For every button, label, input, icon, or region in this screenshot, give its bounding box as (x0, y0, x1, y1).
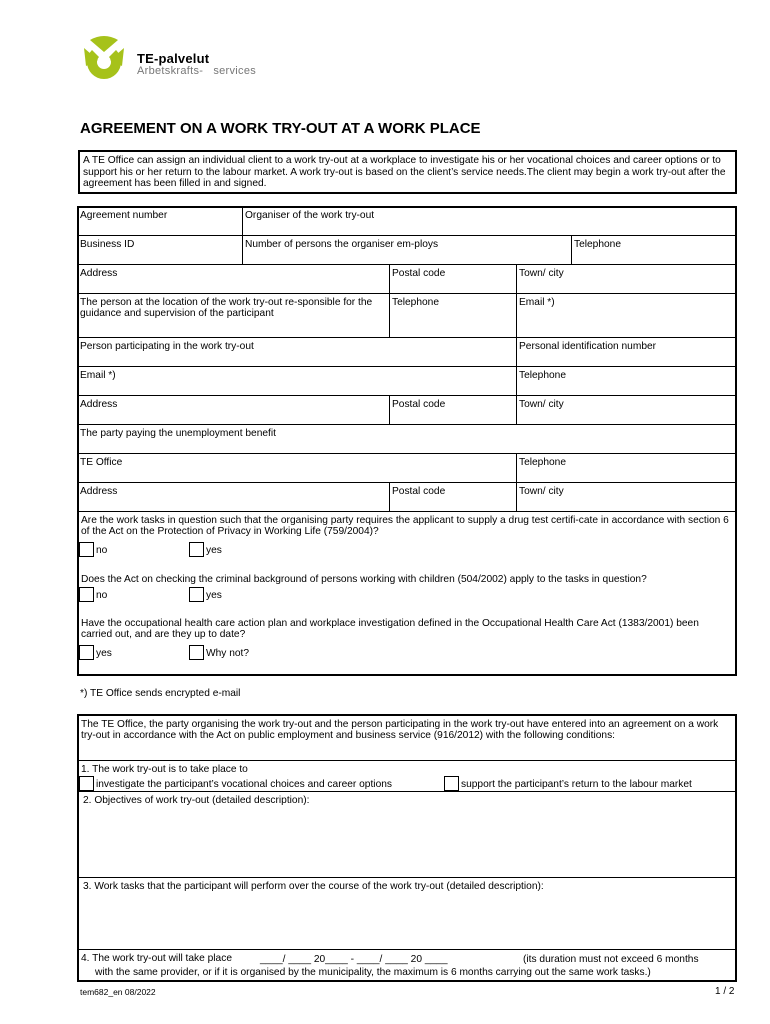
te-office-postal-code-label: Postal code (392, 486, 446, 497)
te-palvelut-logo (82, 36, 132, 82)
q2-no-label: no (96, 590, 108, 601)
participant-address-label: Address (80, 399, 118, 410)
page-number: 1 / 2 (715, 986, 735, 997)
investigate-option-label: investigate the participant’s vocational choices and career options (96, 779, 392, 790)
intro-text: A TE Office can assign an individual client to a work try-out at a workplace to investigate his or her vocational choices and career options or to support his or her return to the labour market. A work try-out is based on the client’s service needs.The client may begin a work try-out after the agreement has been filled in and signed. (78, 150, 737, 194)
q1-yes-checkbox[interactable] (189, 542, 204, 557)
item2-label: 2. Objectives of work try-out (detailed description): (83, 795, 310, 806)
encrypted-email-note: *) TE Office sends encrypted e-mail (80, 688, 241, 699)
party-paying-label: The party paying the unemployment benefit (80, 428, 276, 439)
organiser-town-label: Town/ city (519, 268, 564, 279)
page-title: AGREEMENT ON A WORK TRY-OUT AT A WORK PLACE (80, 120, 481, 137)
item4-duration-note-2: with the same provider, or if it is organised by the municipality, the maximum is 6 months carrying out the same work tasks.) (95, 967, 651, 978)
q2-yes-checkbox[interactable] (189, 587, 204, 602)
question-drug-test: Are the work tasks in question such that the organising party requires the applicant to supply a drug test certifi-cate in accordance with section 6 of the Act on the Protection of Privacy in Working Life (759/2004)? (81, 515, 729, 537)
te-office-town-label: Town/ city (519, 486, 564, 497)
num-persons-label: Number of persons the organiser em-ploys (245, 239, 439, 250)
item4-label: 4. The work try-out will take place (81, 953, 232, 964)
q3-why-not-label: Why not? (206, 648, 250, 659)
q3-yes-checkbox[interactable] (79, 645, 94, 660)
agreement-number-label: Agreement number (80, 210, 168, 221)
te-office-address-label: Address (80, 486, 118, 497)
organiser-address-label: Address (80, 268, 118, 279)
q3-yes-label: yes (96, 648, 112, 659)
support-return-option-label: support the participant’s return to the labour market (461, 779, 692, 790)
participant-town-label: Town/ city (519, 399, 564, 410)
form-code: tem682_en 08/2022 (80, 987, 156, 997)
question-occupational-health: Have the occupational health care action plan and workplace investigation defined in the Occupational Health Care Act (1383/2001) been carried out, and are they up to date? (81, 618, 699, 640)
q2-no-checkbox[interactable] (79, 587, 94, 602)
item4-dates[interactable]: ____/ ____ 20____ - ____/ ____ 20 ____ (260, 954, 448, 965)
brand-subtitle: Arbetskrafts- services (137, 65, 257, 77)
conditions-intro: The TE Office, the party organising the work try-out and the person participating in the work try-out have entered into an agreement on a work try-out in accordance with the Act on public employment and business service (916/2012) with the following conditions: (81, 719, 719, 741)
organiser-label: Organiser of the work try-out (245, 210, 375, 221)
q3-why-not-checkbox[interactable] (189, 645, 204, 660)
participant-email-label: Email *) (80, 370, 116, 381)
item1-label: 1. The work try-out is to take place to (81, 764, 248, 775)
te-office-label: TE Office (80, 457, 123, 468)
supervisor-telephone-label: Telephone (392, 297, 440, 308)
supervisor-email-label: Email *) (519, 297, 555, 308)
business-id-label: Business ID (80, 239, 135, 250)
investigate-checkbox[interactable] (79, 776, 94, 791)
agreement-form (77, 206, 737, 676)
item4-duration-note: (its duration must not exceed 6 months (523, 954, 699, 965)
q1-no-checkbox[interactable] (79, 542, 94, 557)
participant-label: Person participating in the work try-out (80, 341, 254, 352)
organiser-postal-code-label: Postal code (392, 268, 446, 279)
organiser-telephone-label: Telephone (574, 239, 622, 250)
participant-telephone-label: Telephone (519, 370, 567, 381)
personal-id-label: Personal identification number (519, 341, 657, 352)
q1-yes-label: yes (206, 545, 222, 556)
support-return-checkbox[interactable] (444, 776, 459, 791)
item3-label: 3. Work tasks that the participant will perform over the course of the work try-out (detailed description): (83, 881, 544, 892)
q2-yes-label: yes (206, 590, 222, 601)
brand-name: TE-palvelut (137, 51, 210, 66)
q1-no-label: no (96, 545, 108, 556)
conditions-form (77, 714, 737, 982)
supervisor-label: The person at the location of the work try-out re-sponsible for the guidance and supervision of the participant (80, 297, 373, 319)
te-office-telephone-label: Telephone (519, 457, 567, 468)
participant-postal-code-label: Postal code (392, 399, 446, 410)
question-criminal-background: Does the Act on checking the criminal background of persons working with children (504/2002) apply to the tasks in question? (81, 574, 647, 585)
